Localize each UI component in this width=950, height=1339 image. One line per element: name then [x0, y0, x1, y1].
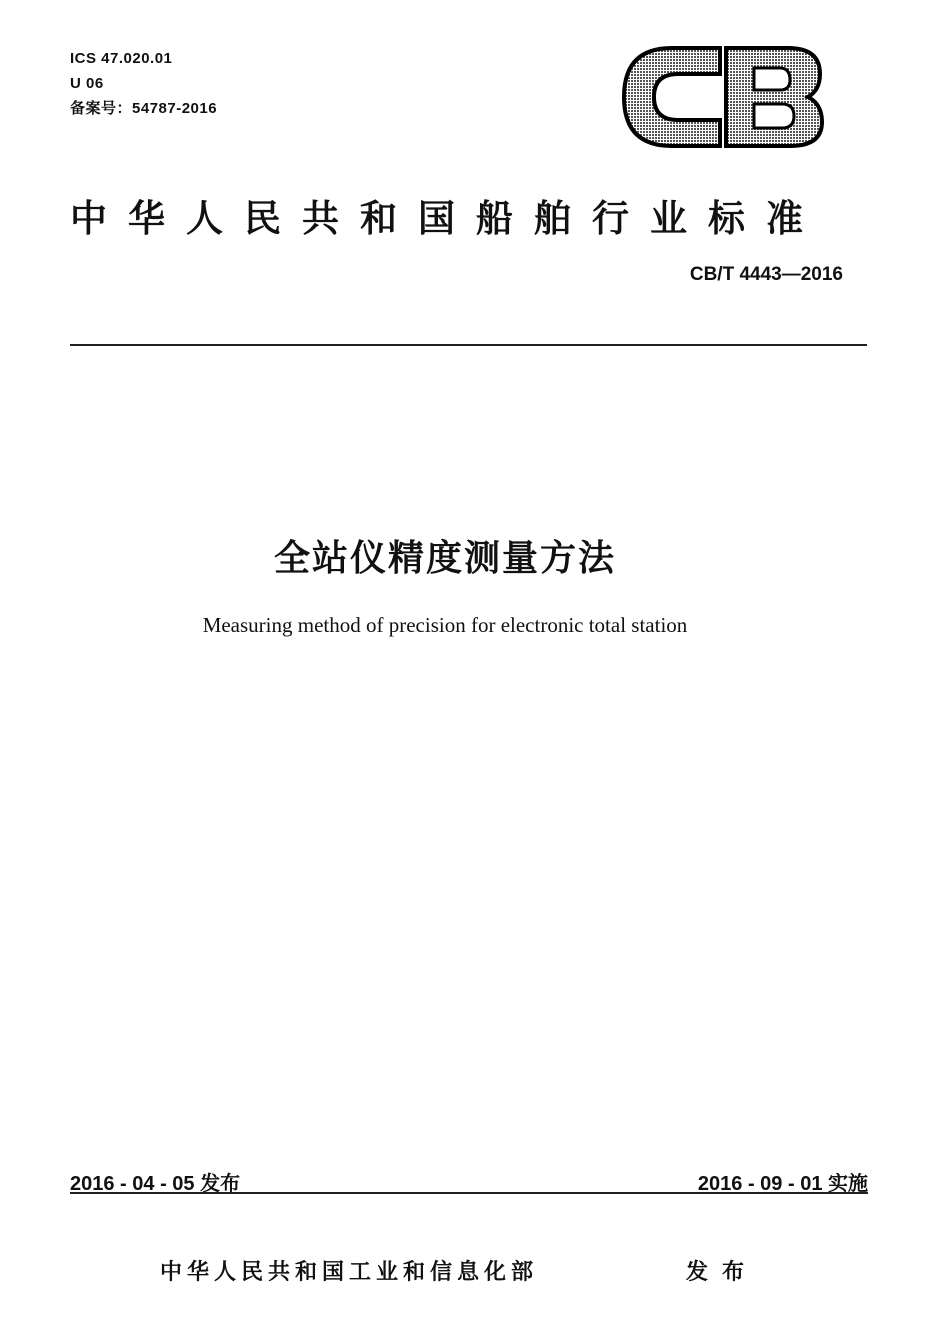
cb-logo-icon	[622, 44, 824, 150]
document-title-english: Measuring method of precision for electronic total station	[202, 613, 688, 637]
record-number: 备案号：54787-2016	[70, 100, 218, 117]
issue-date: 2016 - 04 - 05 发布	[70, 1173, 241, 1195]
top-divider	[70, 344, 867, 346]
publisher-name: 中华人民共和国工业和信息化部	[160, 1260, 539, 1285]
publish-label: 发布	[686, 1260, 759, 1285]
document-title-chinese: 全站仪精度测量方法	[273, 538, 616, 579]
bottom-divider	[70, 1192, 868, 1194]
effective-date: 2016 - 09 - 01 实施	[697, 1173, 868, 1195]
ccs-code: U 06	[70, 75, 104, 92]
standard-category-title: 中华人民共和国船舶行业标准	[70, 197, 824, 240]
classification-block	[70, 46, 217, 121]
standard-number: CB/T 4443—2016	[689, 264, 843, 285]
ics-code: ICS 47.020.01	[70, 50, 173, 67]
